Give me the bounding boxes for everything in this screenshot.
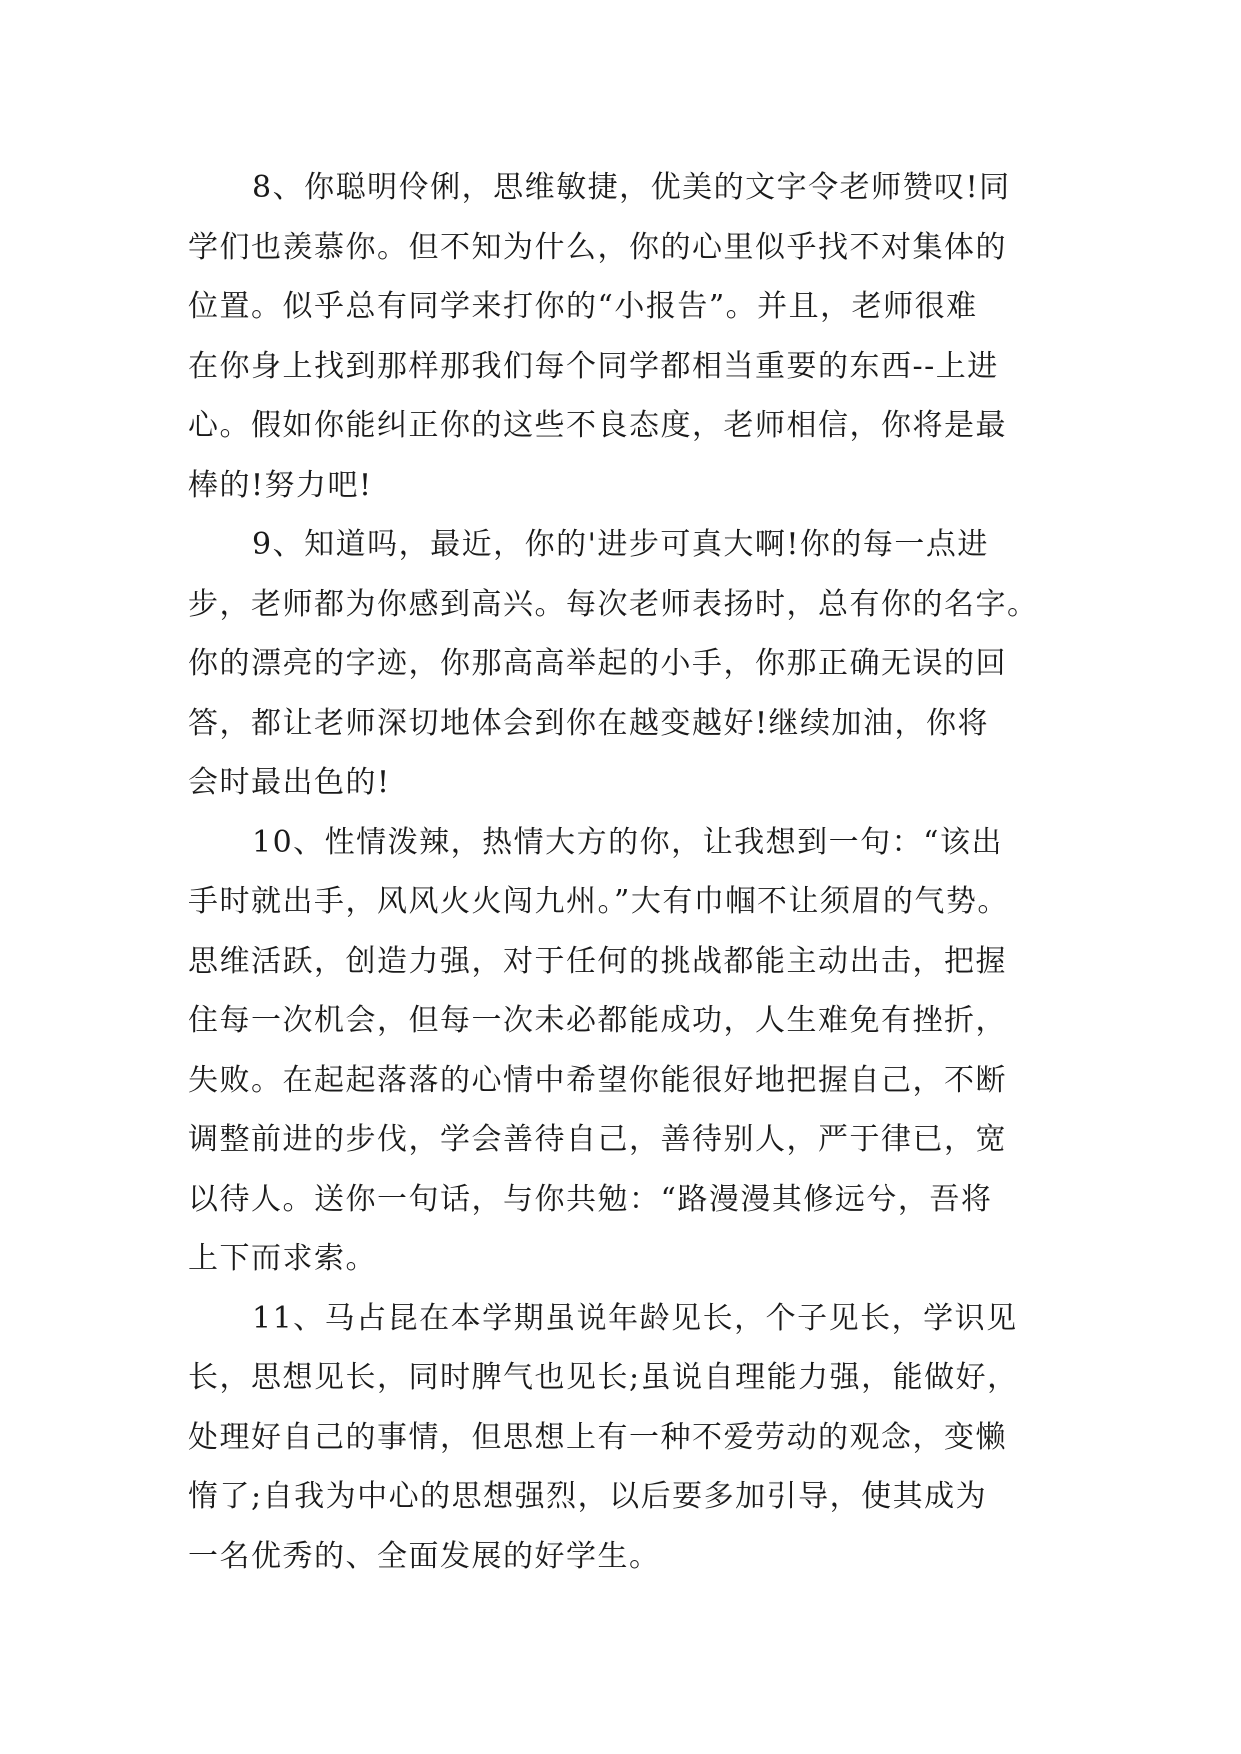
paragraph-line: 心。假如你能纠正你的这些不良态度，老师相信，你将是最 (188, 408, 1007, 443)
paragraph-line: 住每一次机会，但每一次未必都能成功，人生难免有挫折， (188, 1003, 1007, 1038)
paragraph-line: 手时就出手，风风火火闯九州。”大有巾帼不让须眉的气势。 (188, 884, 1009, 919)
paragraph-line: 11、马占昆在本学期虽说年龄见长，个子见长，学识见 (252, 1300, 1018, 1336)
paragraph-line: 长，思想见长，同时脾气也见长;虽说自理能力强，能做好， (188, 1360, 1019, 1395)
paragraph-line: 10、性情泼辣，热情大方的你，让我想到一句：“该出 (252, 824, 1004, 860)
document-body (188, 158, 1064, 1586)
paragraph-line: 思维活跃，创造力强，对于任何的挑战都能主动出击，把握 (188, 943, 1007, 979)
paragraph-line: 以待人。送你一句话，与你共勉：“路漫漫其修远兮，吾将 (188, 1181, 993, 1217)
paragraph-line: 处理好自己的事情，但思想上有一种不爱劳动的观念，变懒 (188, 1419, 1007, 1455)
paragraph-line: 你的漂亮的字迹，你那高高举起的小手，你那正确无误的回 (188, 646, 1007, 681)
paragraph-line: 惰了;自我为中心的思想强烈，以后要多加引导，使其成为 (188, 1479, 988, 1514)
comment-paragraph-9 (188, 515, 1064, 813)
paragraph-line: 一名优秀的、全面发展的好学生。 (188, 1538, 661, 1574)
paragraph-line: 调整前进的步伐，学会善待自己，善待别人，严于律已，宽 (188, 1122, 1007, 1157)
paragraph-line: 会时最出色的! (188, 765, 391, 800)
paragraph-line: 失败。在起起落落的心情中希望你能很好地把握自己，不断 (188, 1062, 1007, 1098)
paragraph-line: 位置。似乎总有同学来打你的“小报告”。并且，老师很难 (188, 289, 978, 324)
paragraph-line: 9、知道吗，最近，你的'进步可真大啊!你的每一点进 (252, 527, 989, 562)
paragraph-line: 8、你聪明伶俐，思维敏捷，优美的文字令老师赞叹!同 (252, 170, 1011, 205)
paragraph-line: 在你身上找到那样那我们每个同学都相当重要的东西--上进 (188, 348, 999, 384)
paragraph-line: 学们也羡慕你。但不知为什么，你的心里似乎找不对集体的 (188, 229, 1007, 265)
comment-paragraph-8 (188, 158, 1064, 515)
comment-paragraph-10 (188, 813, 1064, 1289)
paragraph-line: 步，老师都为你感到高兴。每次老师表扬时，总有你的名字。 (188, 586, 1039, 622)
comment-paragraph-11 (188, 1289, 1064, 1587)
paragraph-line: 棒的!努力吧! (188, 467, 373, 503)
paragraph-line: 答，都让老师深切地体会到你在越变越好!继续加油，你将 (188, 705, 990, 741)
paragraph-line: 上下而求索。 (188, 1241, 377, 1276)
